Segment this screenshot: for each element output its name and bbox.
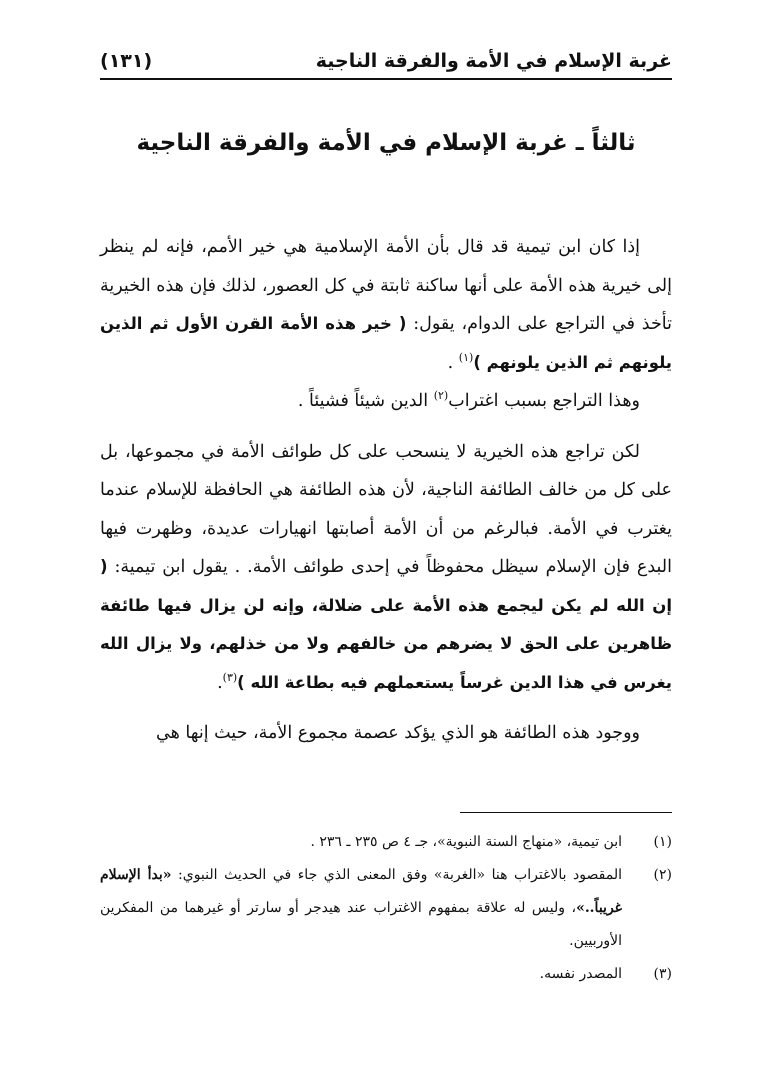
footnote-text: ابن تيمية، «منهاج السنة النبوية»، جـ ٤ ص ٢٣٥ ـ ٢٣٦ .	[310, 834, 622, 850]
footnotes	[100, 826, 672, 991]
footnote-number: (٣)	[653, 966, 672, 982]
running-title: غربة الإسلام في الأمة والفرقة الناجية	[315, 50, 672, 72]
footnote-3	[100, 958, 672, 991]
paragraph-gap	[100, 702, 672, 714]
footnote-text	[100, 859, 622, 958]
footnote-ref-2[interactable]: (٢)	[433, 389, 449, 403]
paragraph-4: ووجود هذه الطائفة هو الذي يؤكد عصمة مجموع الأمة، حيث إنها هي	[156, 723, 640, 743]
running-header	[100, 44, 672, 80]
footnote-text: المصدر نفسه.	[539, 966, 622, 982]
paragraph-3-text: لكن تراجع هذه الخيرية لا ينسحب على كل طوائف الأمة في مجموعها، بل على كل من خالف الطائفة الناجية، لأن هذه الطائفة هي الحافظة للإسلام عندما يغترب في الأمة. فبالرغم من أن الأمة أصابتها انهيارات عديدة، وظهرت فيها البدع فإن الإسلام سيظل محفوظاً في إحدى طوائف الأمة. . يقول ابن تيمية:	[100, 441, 672, 577]
footnote-text-start: المقصود بالاغتراب هنا «الغربة» وفق المعنى الذي جاء في الحديث النبوي:	[171, 867, 622, 883]
footnote-2	[100, 859, 672, 958]
footnote-ref-1[interactable]: (١)	[458, 350, 474, 364]
paragraph-1-quote: ( خير هذه الأمة القرن الأول ثم الذين يلونهم ثم الذين يلونهم )	[100, 314, 672, 372]
footnote-ref-3[interactable]: (٣)	[222, 670, 238, 684]
footnote-1	[100, 826, 672, 859]
paragraph-3-end: .	[217, 672, 223, 693]
paragraph-1-end: .	[447, 352, 459, 373]
paragraph-1	[100, 228, 672, 382]
page-number: (١٣١)	[100, 50, 153, 72]
paragraph-1-text: إذا كان ابن تيمية قد قال بأن الأمة الإسلامية هي خير الأمم، فإنه لم ينظر إلى خيرية هذه الأمة على أنها ساكنة ثابتة في كل العصور، لذلك فإن هذه الخيرية تأخذ في التراجع على الدوام، يقول:	[100, 237, 673, 334]
footnote-text-end: ، وليس له علاقة بمفهوم الاغتراب عند هيدجر أو سارتر أو غيرهما من المفكرين الأوربيين.	[100, 900, 622, 949]
paragraph-2-text: وهذا التراجع بسبب اغتراب	[448, 391, 640, 411]
footnote-quote: «بدأ الإسلام غريباً..»	[100, 867, 622, 916]
paragraph-3	[100, 433, 672, 703]
paragraph-2-end: الدين شيئاً فشيئاً .	[297, 391, 434, 411]
paragraph-gap	[100, 421, 672, 433]
header-rule	[100, 78, 672, 80]
paragraph-3-quote: ( إن الله لم يكن ليجمع هذه الأمة على ضلالة، وإنه لن يزال فيها طائفة ظاهرين على الحق لا يضرهم من خالفهم ولا من خذلهم، ولا يزال الله يغرس في هذا الدين غرساً يستعملهم فيه بطاعة الله )	[100, 557, 672, 692]
chapter-title: ثالثاً ـ غربة الإسلام في الأمة والفرقة الناجية	[136, 130, 636, 156]
footnote-rule	[460, 812, 672, 813]
footnote-number: (٢)	[653, 867, 672, 883]
body-text	[100, 228, 672, 753]
footnote-number: (١)	[653, 834, 672, 850]
paragraph-2	[100, 382, 672, 421]
